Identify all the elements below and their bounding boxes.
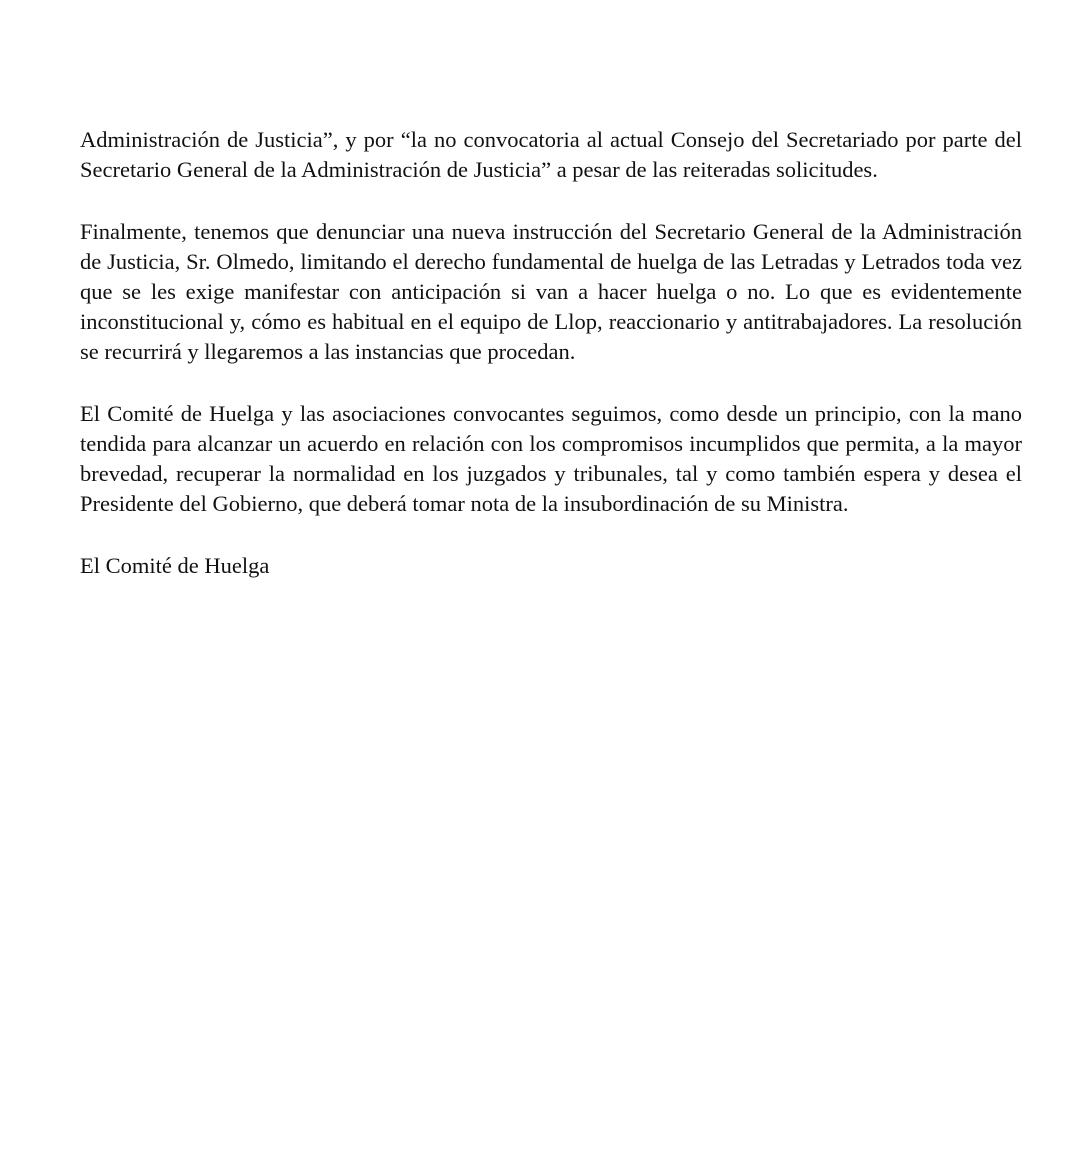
signature: El Comité de Huelga <box>80 553 270 578</box>
document-body <box>80 125 1022 581</box>
paragraph-continuation: Administración de Justicia”, y por “la no convocatoria al actual Consejo del Secretariado por parte del Secretario General de la Administración de Justicia” a pesar de las reiteradas solicitudes. <box>80 127 1022 182</box>
paragraph-instruction-complaint: Finalmente, tenemos que denunciar una nueva instrucción del Secretario General de la Administración de Justicia, Sr. Olmedo, limitando el derecho fundamental de huelga de las Letradas y Letrados toda vez que se les exige manifestar con anticipación si van a hacer huelga o no. Lo que es evidentemente inconstitucional y, cómo es habitual en el equipo de Llop, reaccionario y antitrabajadores. La resolución se recurrirá y llegaremos a las instancias que procedan. <box>80 219 1022 364</box>
paragraph-agreement-offer: El Comité de Huelga y las asociaciones convocantes seguimos, como desde un principio, con la mano tendida para alcanzar un acuerdo en relación con los compromisos incumplidos que permita, a la mayor brevedad, recuperar la normalidad en los juzgados y tribunales, tal y como también espera y desea el Presidente del Gobierno, que deberá tomar nota de la insubordinación de su Ministra. <box>80 401 1022 516</box>
